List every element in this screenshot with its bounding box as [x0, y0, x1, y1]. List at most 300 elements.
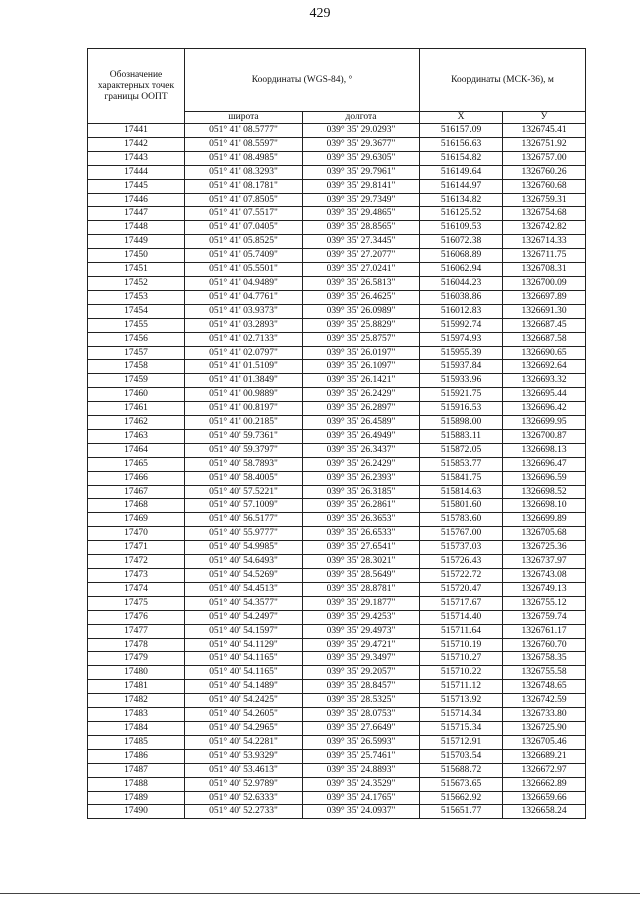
- longitude-cell: 039° 35' 29.3497": [303, 652, 420, 666]
- point-id-cell: 17443: [88, 151, 185, 165]
- point-id-cell: 17469: [88, 513, 185, 527]
- latitude-cell: 051° 41' 04.7761": [185, 290, 303, 304]
- latitude-cell: 051° 41' 02.7133": [185, 332, 303, 346]
- y-coordinate-cell: 1326698.10: [503, 499, 586, 513]
- point-id-cell: 17451: [88, 263, 185, 277]
- point-id-cell: 17468: [88, 499, 185, 513]
- y-coordinate-cell: 1326692.64: [503, 360, 586, 374]
- latitude-cell: 051° 41' 01.3849": [185, 374, 303, 388]
- point-id-cell: 17487: [88, 763, 185, 777]
- table-row: [88, 388, 586, 402]
- y-coordinate-cell: 1326687.58: [503, 332, 586, 346]
- table-row: [88, 346, 586, 360]
- point-id-cell: 17454: [88, 304, 185, 318]
- x-coordinate-cell: 515726.43: [420, 555, 503, 569]
- table-row: [88, 582, 586, 596]
- table-row: [88, 569, 586, 583]
- longitude-cell: 039° 35' 26.3437": [303, 443, 420, 457]
- point-id-cell: 17478: [88, 638, 185, 652]
- latitude-cell: 051° 40' 52.6333": [185, 791, 303, 805]
- x-coordinate-cell: 515801.60: [420, 499, 503, 513]
- x-coordinate-cell: 515713.92: [420, 694, 503, 708]
- y-coordinate-cell: 1326698.13: [503, 443, 586, 457]
- latitude-cell: 051° 40' 54.6493": [185, 555, 303, 569]
- point-id-cell: 17488: [88, 777, 185, 791]
- table-row: [88, 708, 586, 722]
- point-id-cell: 17477: [88, 624, 185, 638]
- longitude-cell: 039° 35' 27.0241": [303, 263, 420, 277]
- point-id-cell: 17474: [88, 582, 185, 596]
- latitude-cell: 051° 40' 54.2497": [185, 610, 303, 624]
- longitude-cell: 039° 35' 26.0197": [303, 346, 420, 360]
- latitude-cell: 051° 41' 05.7409": [185, 249, 303, 263]
- longitude-cell: 039° 35' 26.2429": [303, 457, 420, 471]
- x-coordinate-cell: 516125.52: [420, 207, 503, 221]
- x-coordinate-cell: 515783.60: [420, 513, 503, 527]
- longitude-cell: 039° 35' 26.1097": [303, 360, 420, 374]
- x-coordinate-cell: 516134.82: [420, 193, 503, 207]
- y-coordinate-cell: 1326696.47: [503, 457, 586, 471]
- x-coordinate-cell: 515841.75: [420, 471, 503, 485]
- x-coordinate-cell: 516044.23: [420, 276, 503, 290]
- y-coordinate-cell: 1326733.80: [503, 708, 586, 722]
- table-row: [88, 513, 586, 527]
- point-id-cell: 17448: [88, 221, 185, 235]
- longitude-cell: 039° 35' 28.8565": [303, 221, 420, 235]
- latitude-header: широта: [185, 112, 303, 124]
- point-id-cell: 17466: [88, 471, 185, 485]
- point-id-cell: 17471: [88, 541, 185, 555]
- x-coordinate-cell: 515872.05: [420, 443, 503, 457]
- latitude-cell: 051° 40' 58.4005": [185, 471, 303, 485]
- page-number: 429: [309, 6, 331, 21]
- latitude-cell: 051° 40' 54.1597": [185, 624, 303, 638]
- latitude-cell: 051° 40' 55.9777": [185, 527, 303, 541]
- table-row: [88, 416, 586, 430]
- table-row: [88, 137, 586, 151]
- latitude-cell: 051° 40' 54.1129": [185, 638, 303, 652]
- longitude-cell: 039° 35' 29.7349": [303, 193, 420, 207]
- point-id-cell: 17470: [88, 527, 185, 541]
- table-header-row: [88, 49, 586, 112]
- longitude-cell: 039° 35' 27.2077": [303, 249, 420, 263]
- longitude-cell: 039° 35' 27.6649": [303, 721, 420, 735]
- y-coordinate-cell: 1326672.97: [503, 763, 586, 777]
- latitude-cell: 051° 41' 08.5777": [185, 124, 303, 138]
- y-coordinate-cell: 1326755.58: [503, 666, 586, 680]
- point-id-cell: 17453: [88, 290, 185, 304]
- longitude-cell: 039° 35' 26.3185": [303, 485, 420, 499]
- latitude-cell: 051° 41' 07.0405": [185, 221, 303, 235]
- longitude-header: долгота: [303, 112, 420, 124]
- point-id-cell: 17463: [88, 429, 185, 443]
- table-row: [88, 443, 586, 457]
- point-id-cell: 17455: [88, 318, 185, 332]
- longitude-cell: 039° 35' 26.1421": [303, 374, 420, 388]
- table-row: [88, 555, 586, 569]
- table-row: [88, 666, 586, 680]
- bottom-rule: [0, 893, 640, 894]
- x-coordinate-cell: 515974.93: [420, 332, 503, 346]
- longitude-cell: 039° 35' 28.5325": [303, 694, 420, 708]
- point-id-cell: 17457: [88, 346, 185, 360]
- y-coordinate-cell: 1326696.59: [503, 471, 586, 485]
- table-row: [88, 249, 586, 263]
- table-row: [88, 652, 586, 666]
- point-column-header: Обозначение характерных точек границы ООПТ: [88, 49, 185, 124]
- x-coordinate-cell: 515715.34: [420, 721, 503, 735]
- x-coordinate-cell: 515737.03: [420, 541, 503, 555]
- table-row: [88, 124, 586, 138]
- x-coordinate-cell: 516109.53: [420, 221, 503, 235]
- y-coordinate-cell: 1326761.17: [503, 624, 586, 638]
- point-id-cell: 17475: [88, 596, 185, 610]
- y-coordinate-cell: 1326698.52: [503, 485, 586, 499]
- y-coordinate-cell: 1326745.41: [503, 124, 586, 138]
- y-coordinate-cell: 1326725.36: [503, 541, 586, 555]
- x-coordinate-cell: 515711.64: [420, 624, 503, 638]
- latitude-cell: 051° 40' 54.2425": [185, 694, 303, 708]
- x-coordinate-cell: 515673.65: [420, 777, 503, 791]
- y-coordinate-cell: 1326658.24: [503, 805, 586, 819]
- point-id-cell: 17442: [88, 137, 185, 151]
- longitude-cell: 039° 35' 26.3653": [303, 513, 420, 527]
- table-row: [88, 304, 586, 318]
- x-coordinate-cell: 516156.63: [420, 137, 503, 151]
- latitude-cell: 051° 41' 03.9373": [185, 304, 303, 318]
- y-coordinate-cell: 1326697.89: [503, 290, 586, 304]
- table-row: [88, 402, 586, 416]
- longitude-cell: 039° 35' 25.8829": [303, 318, 420, 332]
- latitude-cell: 051° 40' 54.1165": [185, 666, 303, 680]
- table-row: [88, 694, 586, 708]
- table-row: [88, 207, 586, 221]
- msk36-group-header: Координаты (МСК-36), м: [420, 49, 586, 112]
- table-row: [88, 805, 586, 819]
- x-coordinate-cell: 516072.38: [420, 235, 503, 249]
- table-row: [88, 596, 586, 610]
- longitude-cell: 039° 35' 24.0937": [303, 805, 420, 819]
- latitude-cell: 051° 41' 00.2185": [185, 416, 303, 430]
- y-coordinate-cell: 1326755.12: [503, 596, 586, 610]
- y-coordinate-cell: 1326687.45: [503, 318, 586, 332]
- table-row: [88, 777, 586, 791]
- table-row: [88, 485, 586, 499]
- longitude-cell: 039° 35' 24.3529": [303, 777, 420, 791]
- x-coordinate-cell: 515883.11: [420, 429, 503, 443]
- x-coordinate-cell: 515651.77: [420, 805, 503, 819]
- longitude-cell: 039° 35' 26.2393": [303, 471, 420, 485]
- longitude-cell: 039° 35' 29.4253": [303, 610, 420, 624]
- point-id-cell: 17486: [88, 749, 185, 763]
- point-id-cell: 17465: [88, 457, 185, 471]
- longitude-cell: 039° 35' 24.8893": [303, 763, 420, 777]
- longitude-cell: 039° 35' 26.2897": [303, 402, 420, 416]
- table-row: [88, 235, 586, 249]
- point-id-cell: 17484: [88, 721, 185, 735]
- latitude-cell: 051° 40' 57.1009": [185, 499, 303, 513]
- y-coordinate-cell: 1326760.26: [503, 165, 586, 179]
- y-coordinate-cell: 1326742.59: [503, 694, 586, 708]
- latitude-cell: 051° 41' 07.5517": [185, 207, 303, 221]
- latitude-cell: 051° 40' 59.3797": [185, 443, 303, 457]
- latitude-cell: 051° 40' 54.4513": [185, 582, 303, 596]
- table-row: [88, 749, 586, 763]
- table-row: [88, 263, 586, 277]
- y-coordinate-cell: 1326689.21: [503, 749, 586, 763]
- y-coordinate-cell: 1326760.70: [503, 638, 586, 652]
- y-coordinate-cell: 1326725.90: [503, 721, 586, 735]
- point-id-cell: 17452: [88, 276, 185, 290]
- y-header: У: [503, 112, 586, 124]
- y-coordinate-cell: 1326700.09: [503, 276, 586, 290]
- point-id-cell: 17447: [88, 207, 185, 221]
- table-row: [88, 374, 586, 388]
- wgs84-group-header: Координаты (WGS-84), °: [185, 49, 420, 112]
- longitude-cell: 039° 35' 27.3445": [303, 235, 420, 249]
- x-coordinate-cell: 516062.94: [420, 263, 503, 277]
- latitude-cell: 051° 40' 54.5269": [185, 569, 303, 583]
- x-coordinate-cell: 515712.91: [420, 735, 503, 749]
- y-coordinate-cell: 1326693.32: [503, 374, 586, 388]
- x-coordinate-cell: 516068.89: [420, 249, 503, 263]
- y-coordinate-cell: 1326705.68: [503, 527, 586, 541]
- point-id-cell: 17489: [88, 791, 185, 805]
- x-coordinate-cell: 515717.67: [420, 596, 503, 610]
- x-coordinate-cell: 515714.34: [420, 708, 503, 722]
- x-coordinate-cell: 515814.63: [420, 485, 503, 499]
- latitude-cell: 051° 40' 54.9985": [185, 541, 303, 555]
- y-coordinate-cell: 1326751.92: [503, 137, 586, 151]
- table-row: [88, 638, 586, 652]
- table-row: [88, 290, 586, 304]
- x-coordinate-cell: 515898.00: [420, 416, 503, 430]
- point-id-cell: 17459: [88, 374, 185, 388]
- point-id-cell: 17485: [88, 735, 185, 749]
- y-coordinate-cell: 1326696.42: [503, 402, 586, 416]
- table-row: [88, 791, 586, 805]
- point-id-cell: 17472: [88, 555, 185, 569]
- y-coordinate-cell: 1326695.44: [503, 388, 586, 402]
- table-row: [88, 193, 586, 207]
- x-coordinate-cell: 515711.12: [420, 680, 503, 694]
- y-coordinate-cell: 1326748.65: [503, 680, 586, 694]
- latitude-cell: 051° 41' 08.4985": [185, 151, 303, 165]
- longitude-cell: 039° 35' 26.6533": [303, 527, 420, 541]
- longitude-cell: 039° 35' 26.4949": [303, 429, 420, 443]
- table-row: [88, 610, 586, 624]
- y-coordinate-cell: 1326691.30: [503, 304, 586, 318]
- longitude-cell: 039° 35' 29.2057": [303, 666, 420, 680]
- longitude-cell: 039° 35' 28.3021": [303, 555, 420, 569]
- longitude-cell: 039° 35' 26.2429": [303, 388, 420, 402]
- point-id-cell: 17461: [88, 402, 185, 416]
- latitude-cell: 051° 40' 59.7361": [185, 429, 303, 443]
- longitude-cell: 039° 35' 29.8141": [303, 179, 420, 193]
- coordinates-table: [87, 48, 586, 819]
- x-coordinate-cell: 515714.40: [420, 610, 503, 624]
- latitude-cell: 051° 40' 56.5177": [185, 513, 303, 527]
- x-coordinate-cell: 515937.84: [420, 360, 503, 374]
- point-id-cell: 17441: [88, 124, 185, 138]
- table-row: [88, 624, 586, 638]
- y-coordinate-cell: 1326743.08: [503, 569, 586, 583]
- table-row: [88, 179, 586, 193]
- y-coordinate-cell: 1326699.95: [503, 416, 586, 430]
- y-coordinate-cell: 1326760.68: [503, 179, 586, 193]
- longitude-cell: 039° 35' 29.3677": [303, 137, 420, 151]
- longitude-cell: 039° 35' 26.5993": [303, 735, 420, 749]
- y-coordinate-cell: 1326690.65: [503, 346, 586, 360]
- x-coordinate-cell: 516144.97: [420, 179, 503, 193]
- longitude-cell: 039° 35' 29.4721": [303, 638, 420, 652]
- latitude-cell: 051° 40' 52.2733": [185, 805, 303, 819]
- x-coordinate-cell: 515921.75: [420, 388, 503, 402]
- table-body: [88, 124, 586, 819]
- point-id-cell: 17467: [88, 485, 185, 499]
- y-coordinate-cell: 1326759.31: [503, 193, 586, 207]
- table-row: [88, 221, 586, 235]
- y-coordinate-cell: 1326749.13: [503, 582, 586, 596]
- y-coordinate-cell: 1326711.75: [503, 249, 586, 263]
- y-coordinate-cell: 1326737.97: [503, 555, 586, 569]
- y-coordinate-cell: 1326659.66: [503, 791, 586, 805]
- x-coordinate-cell: 515722.72: [420, 569, 503, 583]
- longitude-cell: 039° 35' 29.4973": [303, 624, 420, 638]
- point-id-cell: 17483: [88, 708, 185, 722]
- longitude-cell: 039° 35' 25.7461": [303, 749, 420, 763]
- point-id-cell: 17460: [88, 388, 185, 402]
- longitude-cell: 039° 35' 25.8757": [303, 332, 420, 346]
- latitude-cell: 051° 40' 58.7893": [185, 457, 303, 471]
- point-id-cell: 17479: [88, 652, 185, 666]
- point-id-cell: 17480: [88, 666, 185, 680]
- y-coordinate-cell: 1326700.87: [503, 429, 586, 443]
- table-row: [88, 318, 586, 332]
- longitude-cell: 039° 35' 26.2861": [303, 499, 420, 513]
- table-row: [88, 735, 586, 749]
- latitude-cell: 051° 40' 54.2281": [185, 735, 303, 749]
- y-coordinate-cell: 1326759.74: [503, 610, 586, 624]
- longitude-cell: 039° 35' 28.8781": [303, 582, 420, 596]
- table-row: [88, 471, 586, 485]
- point-id-cell: 17481: [88, 680, 185, 694]
- latitude-cell: 051° 40' 54.3577": [185, 596, 303, 610]
- point-id-cell: 17464: [88, 443, 185, 457]
- latitude-cell: 051° 41' 08.3293": [185, 165, 303, 179]
- latitude-cell: 051° 40' 54.2605": [185, 708, 303, 722]
- y-coordinate-cell: 1326708.31: [503, 263, 586, 277]
- y-coordinate-cell: 1326705.46: [503, 735, 586, 749]
- latitude-cell: 051° 40' 54.1489": [185, 680, 303, 694]
- point-id-cell: 17462: [88, 416, 185, 430]
- table-row: [88, 763, 586, 777]
- point-id-cell: 17444: [88, 165, 185, 179]
- longitude-cell: 039° 35' 24.1765": [303, 791, 420, 805]
- longitude-cell: 039° 35' 26.5813": [303, 276, 420, 290]
- x-coordinate-cell: 516149.64: [420, 165, 503, 179]
- longitude-cell: 039° 35' 29.1877": [303, 596, 420, 610]
- y-coordinate-cell: 1326662.89: [503, 777, 586, 791]
- x-header: X: [420, 112, 503, 124]
- y-coordinate-cell: 1326754.68: [503, 207, 586, 221]
- longitude-cell: 039° 35' 26.0989": [303, 304, 420, 318]
- point-id-cell: 17450: [88, 249, 185, 263]
- longitude-cell: 039° 35' 29.6305": [303, 151, 420, 165]
- y-coordinate-cell: 1326699.89: [503, 513, 586, 527]
- x-coordinate-cell: 515933.96: [420, 374, 503, 388]
- point-id-cell: 17449: [88, 235, 185, 249]
- x-coordinate-cell: 515916.53: [420, 402, 503, 416]
- table-row: [88, 541, 586, 555]
- x-coordinate-cell: 515710.22: [420, 666, 503, 680]
- point-id-cell: 17473: [88, 569, 185, 583]
- longitude-cell: 039° 35' 29.0293": [303, 124, 420, 138]
- x-coordinate-cell: 515992.74: [420, 318, 503, 332]
- latitude-cell: 051° 41' 01.5109": [185, 360, 303, 374]
- longitude-cell: 039° 35' 27.6541": [303, 541, 420, 555]
- longitude-cell: 039° 35' 26.4589": [303, 416, 420, 430]
- longitude-cell: 039° 35' 28.8457": [303, 680, 420, 694]
- table-row: [88, 165, 586, 179]
- point-id-cell: 17445: [88, 179, 185, 193]
- latitude-cell: 051° 40' 53.4613": [185, 763, 303, 777]
- y-coordinate-cell: 1326714.33: [503, 235, 586, 249]
- x-coordinate-cell: 516038.86: [420, 290, 503, 304]
- x-coordinate-cell: 515767.00: [420, 527, 503, 541]
- longitude-cell: 039° 35' 26.4625": [303, 290, 420, 304]
- table-row: [88, 360, 586, 374]
- longitude-cell: 039° 35' 29.7961": [303, 165, 420, 179]
- x-coordinate-cell: 515703.54: [420, 749, 503, 763]
- latitude-cell: 051° 41' 05.5501": [185, 263, 303, 277]
- latitude-cell: 051° 41' 00.8197": [185, 402, 303, 416]
- table-row: [88, 429, 586, 443]
- x-coordinate-cell: 515710.19: [420, 638, 503, 652]
- longitude-cell: 039° 35' 29.4865": [303, 207, 420, 221]
- y-coordinate-cell: 1326757.00: [503, 151, 586, 165]
- latitude-cell: 051° 40' 54.2965": [185, 721, 303, 735]
- latitude-cell: 051° 40' 52.9789": [185, 777, 303, 791]
- y-coordinate-cell: 1326742.82: [503, 221, 586, 235]
- table-row: [88, 680, 586, 694]
- point-id-cell: 17446: [88, 193, 185, 207]
- latitude-cell: 051° 41' 03.2893": [185, 318, 303, 332]
- longitude-cell: 039° 35' 28.5649": [303, 569, 420, 583]
- y-coordinate-cell: 1326758.35: [503, 652, 586, 666]
- x-coordinate-cell: 515662.92: [420, 791, 503, 805]
- x-coordinate-cell: 515853.77: [420, 457, 503, 471]
- latitude-cell: 051° 40' 57.5221": [185, 485, 303, 499]
- point-id-cell: 17482: [88, 694, 185, 708]
- latitude-cell: 051° 41' 07.8505": [185, 193, 303, 207]
- table-row: [88, 527, 586, 541]
- x-coordinate-cell: 515710.27: [420, 652, 503, 666]
- latitude-cell: 051° 40' 54.1165": [185, 652, 303, 666]
- point-id-cell: 17490: [88, 805, 185, 819]
- latitude-cell: 051° 41' 02.0797": [185, 346, 303, 360]
- latitude-cell: 051° 41' 04.9489": [185, 276, 303, 290]
- x-coordinate-cell: 515688.72: [420, 763, 503, 777]
- x-coordinate-cell: 516154.82: [420, 151, 503, 165]
- latitude-cell: 051° 41' 05.8525": [185, 235, 303, 249]
- longitude-cell: 039° 35' 28.0753": [303, 708, 420, 722]
- latitude-cell: 051° 41' 08.1781": [185, 179, 303, 193]
- x-coordinate-cell: 515720.47: [420, 582, 503, 596]
- latitude-cell: 051° 41' 08.5597": [185, 137, 303, 151]
- latitude-cell: 051° 41' 00.9889": [185, 388, 303, 402]
- point-id-cell: 17458: [88, 360, 185, 374]
